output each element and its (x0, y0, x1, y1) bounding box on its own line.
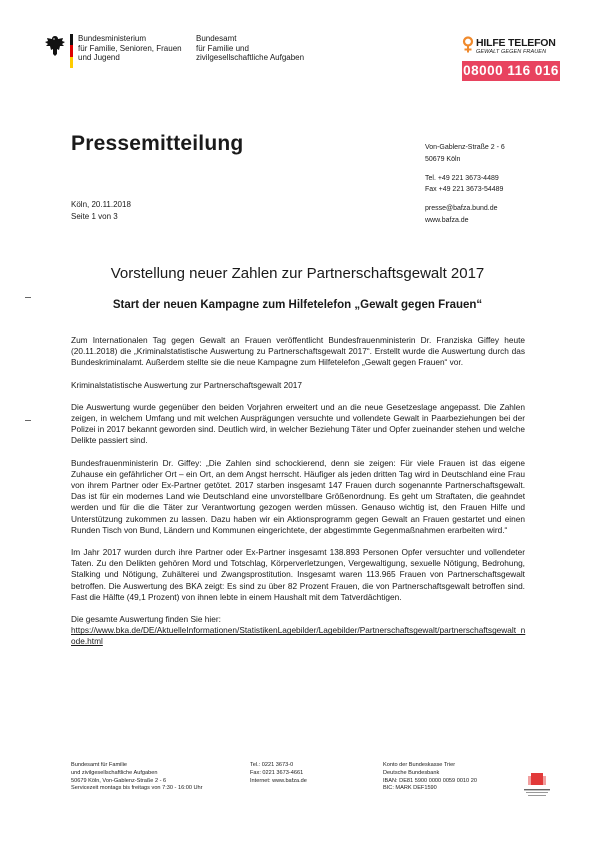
paragraph-statistics: Im Jahr 2017 wurden durch ihre Partner oder Ex-Partner insgesamt 138.893 Personen Opfer versuchter und vollendeter Taten. Zu den Delikten gehören Mord und Totschlag, Körperverletzungen, Vergewaltigung, sexuelle Nötigung, Bedrohung, Stalking und Nötigung, Zuhälterei und Zwangsprostitution. Insgesamt waren 113.965 Frauen von Partnerschaftsgewalt betroffen. Die Auswertung des BKA zeigt: Es sind zu über 82 Prozent Frauen, die von Partnerschaftsgewalt betroffen sind. Fast die Hälfte (49,1 Prozent) von ihnen lebte in einem Haushalt mit dem Tatverdächtigen. (71, 547, 525, 602)
contact-web[interactable]: www.bafza.de (425, 216, 469, 224)
page-indicator: Seite 1 von 3 (71, 212, 118, 221)
hilfe-subtitle: GEWALT GEGEN FRAUEN (476, 49, 547, 55)
article-body (71, 335, 525, 659)
hilfe-telefon-logo (462, 36, 560, 84)
footer-address: Bundesamt für Familie und zivilgesellschaftliche Aufgaben 50679 Köln, Von-Gablenz-Straße 2 - 6 Servicezeit montags bis freitags von 7:30 - 16:00 Uhr (71, 762, 203, 792)
contact-fax: Fax +49 221 3673-54489 (425, 186, 504, 194)
paragraph-evaluation: Die Auswertung wurde gegenüber den beiden Vorjahren erweitert und an die neue Gesetzeslage angepasst. Die Zahlen zeigen, in welchem Umfang und mit welchen Ausprägungen versuchte und vollendete Gewalt in Paarbeziehungen bei der Polizei in 2017 bekannt geworden sind. Deutlich wird, in welcher Beziehung Täter und Opfer zueinander stehen und welche Delikte passiert sind. (71, 401, 525, 446)
bka-report-link[interactable]: https://www.bka.de/DE/AktuelleInformationen/StatistikenLagebilder/Lagebilder/Partnerschaftsgewalt/partnerschaftsgewalt_node.html (71, 625, 526, 647)
page-title: Pressemitteilung (71, 132, 244, 155)
section-label: Kriminalstatistische Auswertung zur Partnerschaftsgewalt 2017 (71, 379, 303, 390)
audit-certificate-icon (520, 770, 554, 804)
contact-email[interactable]: presse@bafza.bund.de (425, 205, 498, 213)
agency-name: Bundesamt für Familie und zivilgesellschaftliche Aufgaben (196, 34, 305, 63)
hilfe-telefon-symbol-icon (462, 36, 474, 54)
contact-tel: Tel. +49 221 3673-4489 (425, 174, 499, 182)
paragraph-link-intro: Die gesamte Auswertung finden Sie hier: (71, 614, 221, 625)
paragraph-intro: Zum Internationalen Tag gegen Gewalt an Frauen veröffentlicht Bundesfrauenministerin Dr. Franziska Giffey heute (20.11.2018) die „Kriminalstatistische Auswertung zu Partnerschaftsgewalt 2017“. Erstellt wurde die Auswertung durch das Bundeskriminalamt. Außerdem stellte sie die neue Kampagne zum Hilfetelefon „Gewalt gegen Frauen“ vor. (71, 335, 525, 368)
paragraph-quote: Bundesfrauenministerin Dr. Giffey: „Die Zahlen sind schockierend, denn sie zeigen: Für viele Frauen ist das eigene Zuhause ein gefährlicher Ort – ein Ort, an dem Angst herrscht. Häufiger als jeden dritten Tag wird in Deutschland eine Frau von ihrem Partner oder Ex-Partner getötet. 2017 starben insgesamt 147 Frauen durch sogenannte Partnerschaftsgewalt. Das ist für ein modernes Land wie Deutschland eine unvorstellbare Größenordnung. Es geht um Straftaten, die geahndet werden und für die die Täter zur Verantwortung gezogen werden müssen. Genauso wichtig ist, den Frauen Hilfe und Unterstützung zukommen zu lassen. Dazu haben wir ein Aktionsprogramm gegen Gewalt an Frauen gestartet und einen Runden Tisch von Bund, Ländern und Kommunen eingerichtete, der abgestimmte Gegenmaßnahmen erarbeiten wird.“ (71, 457, 525, 535)
hilfe-phone-number: 08000 116 016 (462, 61, 560, 81)
contact-city: 50679 Köln (425, 155, 461, 163)
contact-block (425, 142, 565, 227)
footer-contact: Tel.: 0221 3673-0 Fax: 0221 3673-4661 Internet: www.bafza.de (250, 762, 307, 784)
hilfe-title: HILFE TELEFON (476, 37, 556, 49)
fold-mark-middle (25, 420, 31, 421)
headline: Vorstellung neuer Zahlen zur Partnerschaftsgewalt 2017 (110, 265, 485, 282)
german-flag-bar (70, 34, 73, 68)
document-date: Köln, 20.11.2018 (71, 200, 131, 209)
footer-bank: Konto der Bundeskasse Trier Deutsche Bundesbank IBAN: DE81 5900 0000 0059 0010 20 BIC: MARK DEF1590 (383, 762, 477, 792)
subheadline: Start der neuen Kampagne zum Hilfetelefon „Gewalt gegen Frauen“ (112, 299, 483, 311)
date-and-page (71, 199, 131, 223)
contact-street: Von-Gablenz-Straße 2 - 6 (425, 144, 505, 151)
ministry-name: Bundesministerium für Familie, Senioren, Frauen und Jugend (78, 34, 182, 63)
fold-mark-top (25, 297, 31, 298)
federal-eagle-icon (44, 34, 66, 58)
